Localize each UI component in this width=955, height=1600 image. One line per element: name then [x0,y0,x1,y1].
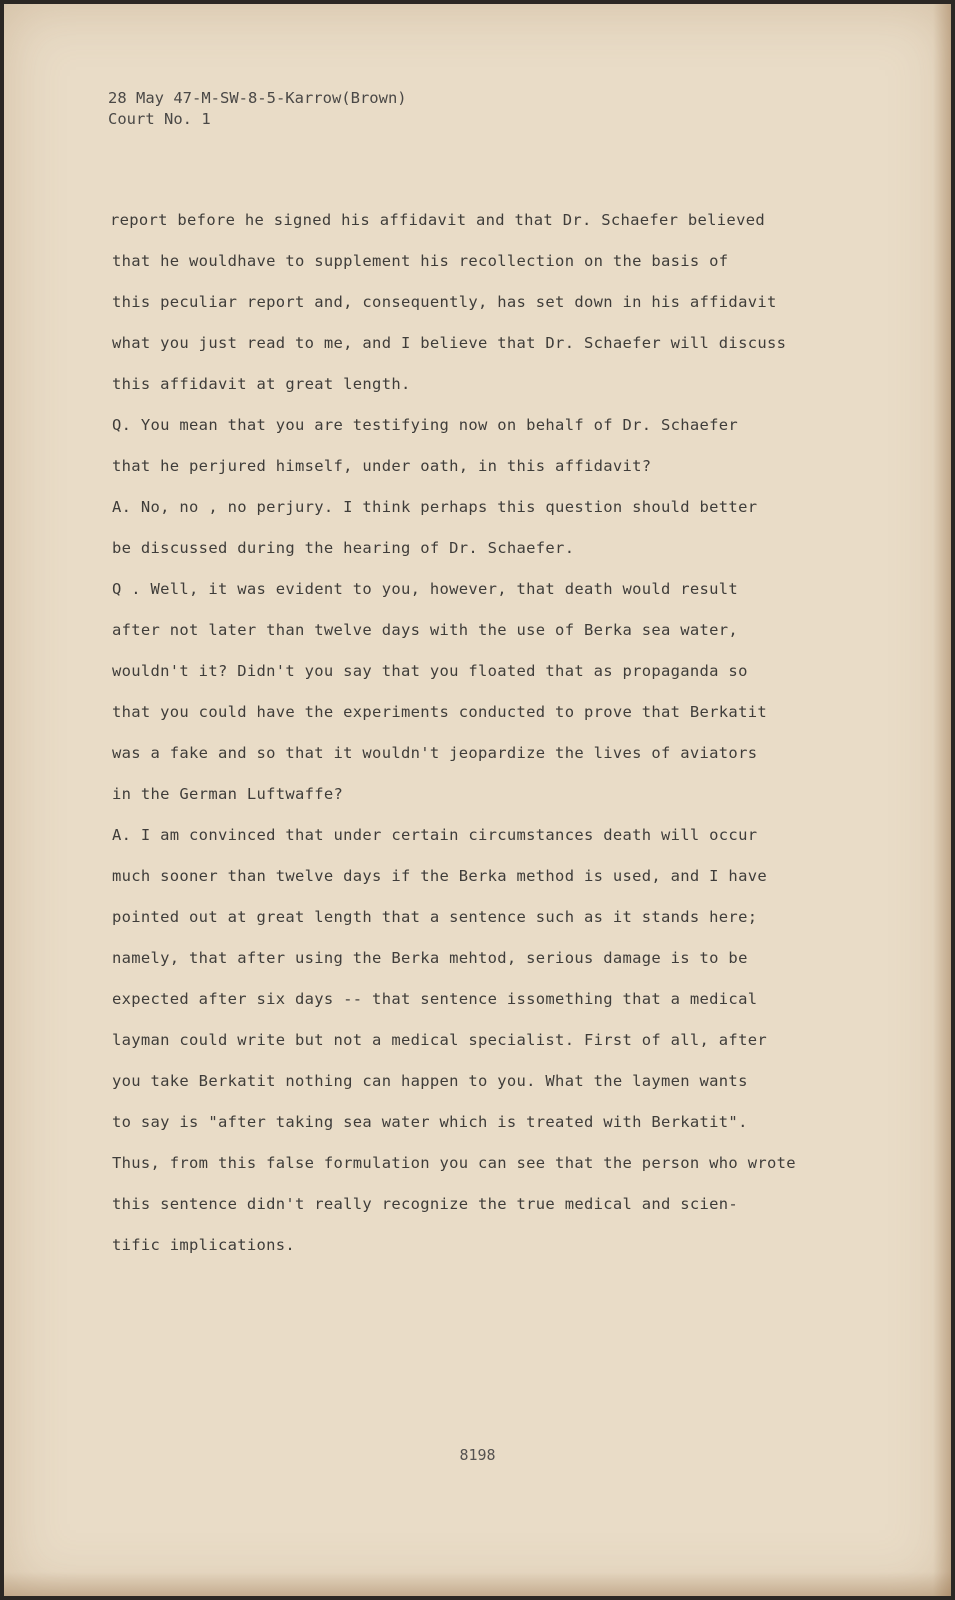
text-line: wouldn't it? Didn't you say that you floated that as propaganda so [112,662,748,680]
text-line: this peculiar report and, consequently, has set down in his affidavit [112,293,777,311]
text-line: much sooner than twelve days if the Berka method is used, and I have [112,867,767,885]
text-line: this affidavit at great length. [112,375,411,393]
document-header [108,88,407,130]
text-line: this sentence didn't really recognize the true medical and scien- [112,1195,739,1213]
page-number: 8198 [459,1446,496,1464]
text-line: Q . Well, it was evident to you, however, that death would result [112,580,739,598]
text-line: expected after six days -- that sentence issomething that a medical [112,990,758,1008]
page-edge-shadow-right [933,4,951,1596]
text-line: tific implications. [112,1236,296,1254]
text-line: was a fake and so that it wouldn't jeopardize the lives of aviators [112,744,758,762]
text-line: what you just read to me, and I believe that Dr. Schaefer will discuss [112,334,787,352]
document-page [4,4,951,1596]
text-line: after not later than twelve days with the use of Berka sea water, [112,621,739,639]
text-line: A. I am convinced that under certain circumstances death will occur [112,826,758,844]
transcript-body [112,210,852,1276]
text-line: Q. You mean that you are testifying now on behalf of Dr. Schaefer [112,416,739,434]
text-line: to say is "after taking sea water which is treated with Berkatit". [112,1113,748,1131]
text-line: layman could write but not a medical specialist. First of all, after [112,1031,767,1049]
text-line: Thus, from this false formulation you can see that the person who wrote [112,1154,796,1172]
text-line: namely, that after using the Berka mehtod, serious damage is to be [112,949,748,967]
page-edge-shadow-bottom [4,1572,951,1596]
text-line: that you could have the experiments conducted to prove that Berkatit [112,703,767,721]
header-court: Court No. 1 [108,110,211,128]
header-reference: 28 May 47-M-SW-8-5-Karrow(Brown) [108,89,407,107]
text-line: you take Berkatit nothing can happen to you. What the laymen wants [112,1072,748,1090]
text-line: that he wouldhave to supplement his recollection on the basis of [112,252,729,270]
text-line: in the German Luftwaffe? [112,785,344,803]
text-line: pointed out at great length that a sentence such as it stands here; [112,908,758,926]
text-line: report before he signed his affidavit and that Dr. Schaefer believed [110,211,765,229]
text-line: be discussed during the hearing of Dr. Schaefer. [112,539,575,557]
text-line: A. No, no , no perjury. I think perhaps this question should better [112,498,758,516]
text-line: that he perjured himself, under oath, in this affidavit? [112,457,652,475]
